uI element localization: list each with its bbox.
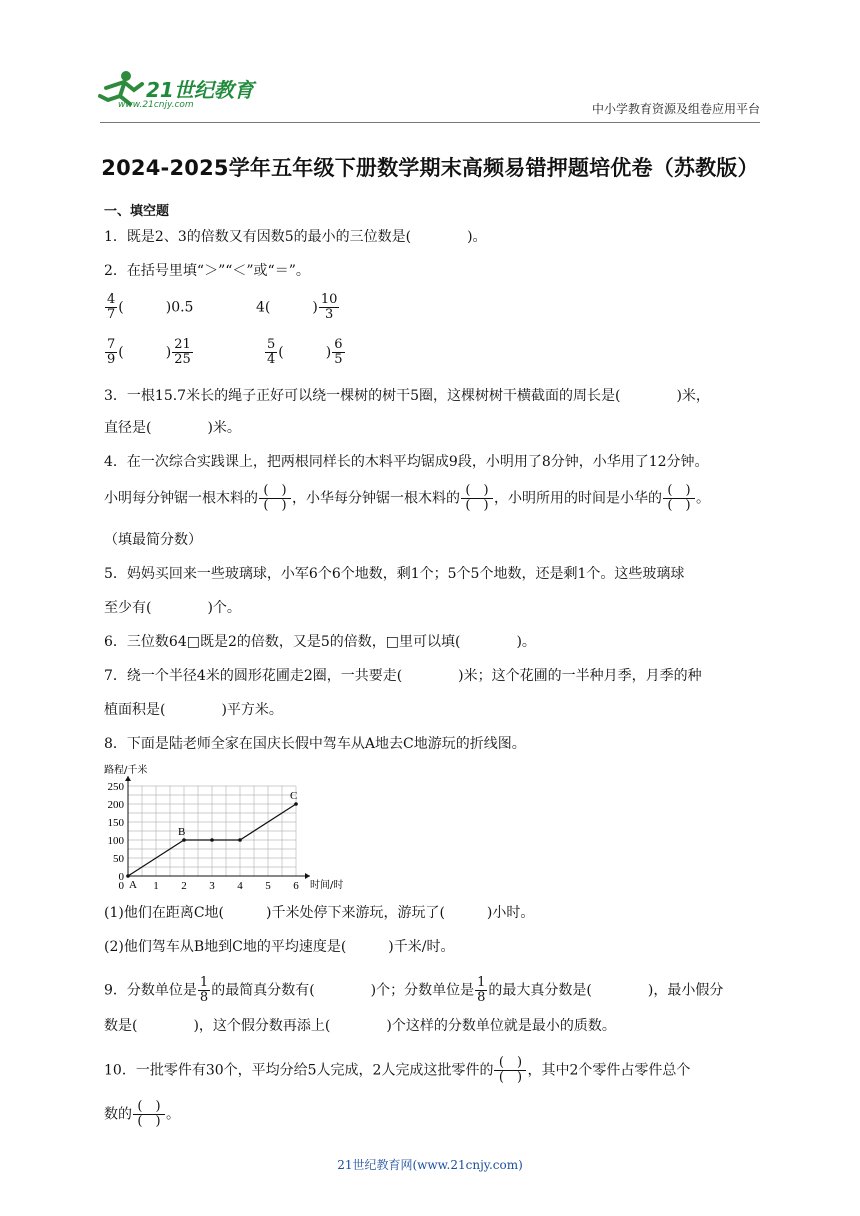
question-10-line-1: 10．一批零件有30个，平均分给5人完成，2人完成这批零件的 $\frac{( )}{( )}$ ，其中2个零件占零件总个 — [104, 1055, 691, 1085]
question-4-line-1: 4．在一次综合实践课上，把两根同样长的木料平均锯成9段，小明用了8分钟，小华用了12分钟。 — [104, 454, 709, 470]
x-axis-arrow — [305, 873, 310, 879]
question-4-line-2: 小明每分钟锯一根木料的 $\frac{( )}{( )}$ ，小华每分钟锯一根木料的 $\frac{( )}{( )}$ ，小明所用的时间是小华的 $\frac{( )}{( )}$ 。 — [104, 483, 710, 513]
question-5-line-2: 至少有( )个。 — [104, 600, 241, 616]
header-divider — [100, 122, 760, 123]
y-tick-label: 100 — [107, 835, 124, 847]
x-tick-label: 5 — [265, 880, 271, 892]
blank-fraction: $\frac{( )}{( )}$ — [663, 484, 695, 513]
question-8: 8．下面是陆老师全家在国庆长假中驾车从A地去C地游玩的折线图。 — [104, 736, 526, 752]
question-9-line-2: 数是( )，这个假分数再添上( )个这样的分数单位就是最小的质数。 — [104, 1018, 616, 1034]
q2-row-1b: 4( ) $\frac{10}{3}$ — [256, 292, 338, 322]
logo-text: 21世纪教育 — [146, 78, 254, 102]
question-3-line-1: 3．一根15.7米长的绳子正好可以绕一棵树的树干5圈，这棵树树干横截面的周长是( )米， — [104, 388, 710, 404]
y-tick-label: 150 — [107, 817, 124, 829]
blank-fraction: $\frac{( )}{( )}$ — [133, 1100, 165, 1129]
x-axis-label: 时间/时 — [310, 880, 344, 891]
x-tick-label: 2 — [181, 880, 187, 892]
data-point — [294, 802, 298, 806]
fraction: $\frac{10}{3}$ — [320, 292, 338, 322]
blank-fraction: $\frac{( )}{( )}$ — [494, 1056, 526, 1085]
fraction: $\frac{6}{5}$ — [334, 337, 343, 367]
data-point — [210, 838, 214, 842]
x-tick-label: 1 — [153, 880, 159, 892]
page-title: 2024-2025学年五年级下册数学期末高频易错押题培优卷（苏教版） — [101, 156, 759, 180]
platform-text: 中小学教育资源及组卷应用平台 — [591, 102, 760, 116]
y-axis-label: 路程/千米 — [104, 765, 148, 776]
y-tick-label: 50 — [113, 853, 124, 865]
logo-url: www.21cnjy.com — [118, 100, 194, 110]
point-label: C — [290, 790, 298, 802]
fraction: $\frac{1}{8}$ — [477, 975, 486, 1005]
data-point — [126, 874, 130, 878]
origin-label: 0 — [118, 880, 124, 892]
question-3-line-2: 直径是( )米。 — [104, 420, 241, 436]
question-7-line-2: 植面积是( )平方米。 — [104, 702, 283, 718]
question-7-line-1: 7．绕一个半径4米的圆形花圃走2圈，一共要走( )米；这个花圃的一半种月季，月季的种 — [104, 668, 702, 684]
y-axis-arrow — [125, 776, 131, 781]
question-4-line-3: （填最简分数） — [104, 532, 202, 548]
blank-fraction: $\frac{( )}{( )}$ — [461, 484, 493, 513]
y-tick-label: 0 — [118, 871, 124, 883]
question-8-2: (2)他们驾车从B地到C地的平均速度是( )千米/时。 — [104, 939, 455, 955]
question-9-line-1: 9．分数单位是 $\frac{1}{8}$ 的最简真分数有( )个；分数单位是 $\frac{1}{8}$ 的最大真分数是( )，最小假分 — [104, 975, 724, 1005]
q2-row-2: $\frac{7}{9}$ ( ) $\frac{21}{25}$ — [107, 337, 191, 367]
q2-row-1: $\frac{4}{7}$ ( )0.5 — [107, 292, 194, 322]
question-1: 1．既是2、3的倍数又有因数5的最小的三位数是( )。 — [104, 229, 487, 245]
data-point — [238, 838, 242, 842]
question-10-line-2: 数的 $\frac{( )}{( )}$ 。 — [104, 1099, 180, 1129]
fraction: $\frac{1}{8}$ — [199, 975, 209, 1005]
fraction: $\frac{5}{4}$ — [267, 337, 276, 367]
question-6: 6．三位数64□既是2的倍数，又是5的倍数，□里可以填( )。 — [104, 634, 536, 650]
blank-fraction: $\frac{( )}{( )}$ — [259, 484, 291, 513]
y-tick-label: 200 — [107, 799, 124, 811]
x-tick-label: 3 — [209, 880, 215, 892]
section-heading: 一、填空题 — [104, 204, 170, 219]
logo — [96, 68, 266, 116]
question-2: 2．在括号里填“＞”“＜”或“＝”。 — [104, 263, 310, 279]
fraction: $\frac{21}{25}$ — [174, 337, 191, 367]
distance-time-chart — [102, 758, 362, 894]
x-tick-label: 4 — [237, 880, 243, 892]
x-tick-label: 6 — [293, 880, 299, 892]
fraction: $\frac{7}{9}$ — [107, 337, 116, 367]
question-5-line-1: 5．妈妈买回来一些玻璃球，小军6个6个地数，剩1个；5个5个地数，还是剩1个。这些玻璃球 — [104, 566, 685, 582]
point-label: B — [178, 826, 186, 838]
q2-row-2b: $\frac{5}{4}$ ( ) $\frac{6}{5}$ — [267, 337, 343, 367]
question-8-1: (1)他们在距离C地( )千米处停下来游玩，游玩了( )小时。 — [104, 905, 535, 921]
data-point — [182, 838, 186, 842]
point-label: A — [129, 879, 137, 891]
footer-source: 21世纪教育网(www.21cnjy.com) — [337, 1158, 523, 1172]
y-tick-label: 250 — [107, 781, 124, 793]
fraction: $\frac{4}{7}$ — [107, 292, 116, 322]
